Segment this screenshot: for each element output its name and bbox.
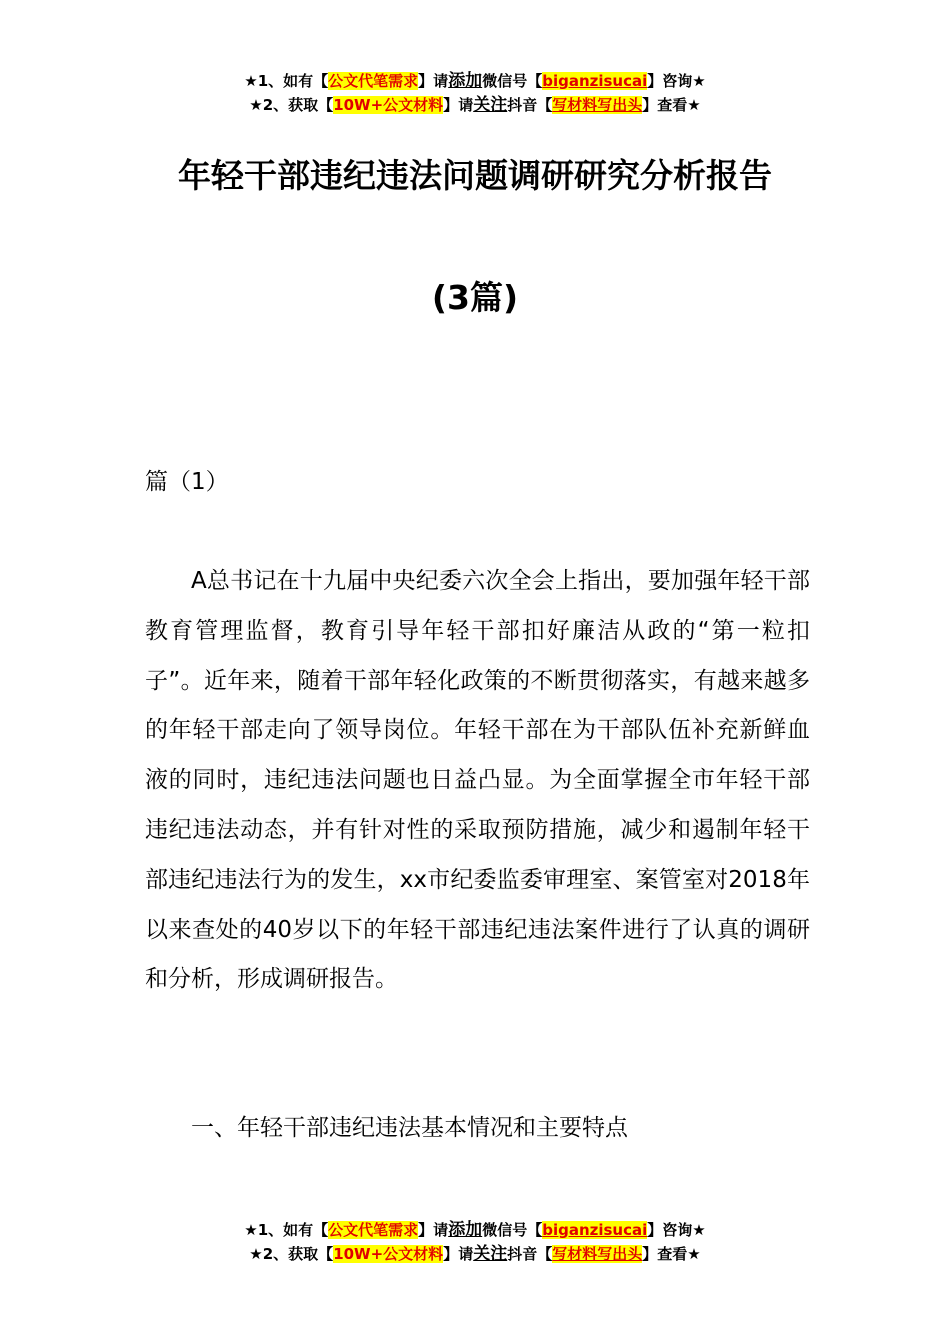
body-paragraph: A总书记在十九届中央纪委六次全会上指出，要加强年轻干部教育管理监督，教育引导年轻干部扣好廉洁从政的“第一粒扣子”。近年来，随着干部年轻化政策的不断贯彻落实，有越来越多的年轻干部走向了领导岗位。年轻干部在为干部队伍补充新鲜血液的同时，违纪违法问题也日益凸显。为全面掌握全市年轻干部违纪违法动态，并有针对性的采取预防措施，减少和遏制年轻干部违纪违法行为的发生，xx市纪委监委审理室、案管室对2018年以来查处的40岁以下的年轻干部违纪违法案件进行了认真的调研和分析，形成调研报告。 bbox=[145, 568, 810, 993]
ad-line-1: ★1、如有【公文代笔需求】请添加微信号【biganzisucai】咨询★ bbox=[244, 1220, 706, 1240]
ad-line-1: ★1、如有【公文代笔需求】请添加微信号【biganzisucai】咨询★ bbox=[244, 71, 706, 91]
ad-line-2: ★2、获取【10W+公文材料】请关注抖音【写材料写出头】查看★ bbox=[249, 95, 701, 115]
section-label: 篇（1） bbox=[145, 469, 229, 495]
ad-line-2: ★2、获取【10W+公文材料】请关注抖音【写材料写出头】查看★ bbox=[249, 1244, 701, 1264]
ad-header bbox=[0, 69, 950, 117]
ad-footer bbox=[0, 1218, 950, 1266]
doc-subtitle: (3篇) bbox=[431, 278, 519, 317]
section-heading: 一、年轻干部违纪违法基本情况和主要特点 bbox=[191, 1115, 628, 1141]
doc-title: 年轻干部违纪违法问题调研研究分析报告 bbox=[178, 156, 772, 195]
